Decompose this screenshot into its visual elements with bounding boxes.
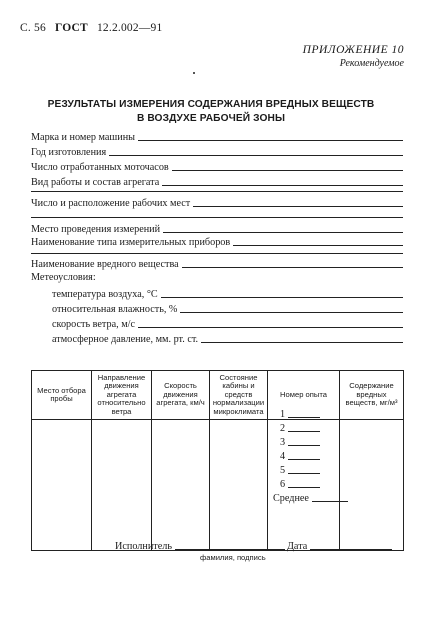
- field-substance-label: Наименование вредного вещества: [31, 259, 179, 270]
- table-header-row: [32, 371, 404, 420]
- trial-2: [280, 422, 320, 434]
- field-year-line[interactable]: [109, 155, 403, 156]
- col-header-content: Содержание вредных веществ, мг/м³: [340, 371, 404, 420]
- trial-3: [280, 436, 320, 448]
- field-work-line[interactable]: [162, 185, 403, 186]
- field-hours-label: Число отработанных моточасов: [31, 162, 169, 173]
- trial-line[interactable]: [288, 459, 320, 460]
- field-machine: [31, 131, 403, 143]
- title-line-2: В ВОЗДУХЕ РАБОЧЕЙ ЗОНЫ: [136, 113, 286, 124]
- appendix-title: ПРИЛОЖЕНИЕ 10: [302, 44, 404, 56]
- trial-number: 5: [280, 465, 286, 476]
- field-hours: [31, 161, 403, 173]
- cell-content[interactable]: [340, 420, 404, 551]
- signature-row: [115, 540, 392, 552]
- cell-sampling-place[interactable]: [32, 420, 92, 551]
- field-wind-line[interactable]: [138, 327, 403, 328]
- measurement-table: [31, 370, 404, 551]
- average-row: [273, 492, 348, 504]
- trial-line[interactable]: [288, 487, 320, 488]
- field-work-label: Вид работы и состав агрегата: [31, 177, 160, 188]
- trial-4: [280, 450, 320, 462]
- field-year-label: Год изготовления: [31, 147, 107, 158]
- field-workplaces: [31, 197, 403, 209]
- field-instruments-extra-line[interactable]: [31, 253, 403, 254]
- col-header-wind-direction: Направление движения агрегата относительно ветра: [92, 371, 152, 420]
- trial-line[interactable]: [288, 473, 320, 474]
- print-speck: [193, 72, 195, 74]
- field-wind: [52, 318, 403, 330]
- cell-speed[interactable]: [152, 420, 210, 551]
- date-line[interactable]: [310, 549, 392, 550]
- field-year: [31, 146, 403, 158]
- appendix-note: Рекомендуемое: [339, 58, 404, 69]
- page-number: С. 56: [20, 22, 46, 34]
- average-line[interactable]: [312, 501, 348, 502]
- page-header: [20, 22, 168, 34]
- field-substance-line[interactable]: [182, 267, 403, 268]
- field-instruments-line[interactable]: [233, 245, 403, 246]
- executor-label: Исполнитель: [115, 541, 172, 552]
- trial-number: 1: [280, 409, 286, 420]
- trial-line[interactable]: [288, 431, 320, 432]
- field-wind-label: скорость ветра, м/с: [52, 319, 136, 330]
- field-workplaces-line[interactable]: [193, 206, 403, 207]
- field-place-label: Место проведения измерений: [31, 224, 161, 235]
- col-header-speed: Скорость движения агрегата, км/ч: [152, 371, 210, 420]
- field-workplaces-extra-line[interactable]: [31, 217, 403, 218]
- document-title: [0, 98, 422, 126]
- trial-5: [280, 464, 320, 476]
- trial-line[interactable]: [288, 445, 320, 446]
- field-temperature: [52, 288, 403, 300]
- average-label: Среднее: [273, 493, 309, 504]
- field-temperature-line[interactable]: [161, 297, 403, 298]
- date-label: Дата: [286, 541, 308, 552]
- field-humidity-label: относительная влажность, %: [52, 304, 178, 315]
- standard-number: 12.2.002—91: [96, 22, 163, 34]
- signature-caption: фамилия, подпись: [200, 553, 266, 562]
- trial-line[interactable]: [288, 417, 320, 418]
- col-header-sampling-place: Место отбора пробы: [32, 371, 92, 420]
- field-humidity-line[interactable]: [180, 312, 403, 313]
- trial-number: 3: [280, 437, 286, 448]
- trial-number: 2: [280, 423, 286, 434]
- field-pressure-label: атмосферное давление, мм. рт. ст.: [52, 334, 199, 345]
- trial-1: [280, 408, 320, 420]
- field-instruments-label: Наименование типа измерительных приборов: [31, 237, 231, 248]
- trial-number: 4: [280, 451, 286, 462]
- field-instruments: [31, 236, 403, 248]
- field-place: [31, 223, 403, 235]
- col-header-trial-number: Номер опыта: [268, 371, 340, 420]
- meteo-title: Метеоусловия:: [31, 272, 96, 283]
- executor-line[interactable]: [175, 549, 285, 550]
- table-row: [32, 420, 404, 551]
- field-work: [31, 176, 403, 188]
- field-substance: [31, 258, 403, 270]
- field-pressure-line[interactable]: [201, 342, 403, 343]
- title-line-1: РЕЗУЛЬТАТЫ ИЗМЕРЕНИЯ СОДЕРЖАНИЯ ВРЕДНЫХ ВЕЩЕСТВ: [47, 99, 375, 110]
- field-pressure: [52, 333, 403, 345]
- field-humidity: [52, 303, 403, 315]
- field-machine-label: Марка и номер машины: [31, 132, 135, 143]
- standard-prefix: ГОСТ: [55, 22, 88, 34]
- field-hours-line[interactable]: [172, 170, 403, 171]
- col-header-cabin-state: Состояние кабины и средств нормализации микроклимата: [210, 371, 268, 420]
- trial-number: 6: [280, 479, 286, 490]
- trial-6: [280, 478, 320, 490]
- field-work-extra-line[interactable]: [31, 191, 403, 192]
- field-machine-line[interactable]: [138, 140, 403, 141]
- cell-cabin-state[interactable]: [210, 420, 268, 551]
- cell-wind-direction[interactable]: [92, 420, 152, 551]
- field-workplaces-label: Число и расположение рабочих мест: [31, 198, 191, 209]
- field-place-line[interactable]: [163, 232, 403, 233]
- field-temperature-label: температура воздуха, °С: [52, 289, 158, 300]
- appendix-block: [303, 44, 404, 69]
